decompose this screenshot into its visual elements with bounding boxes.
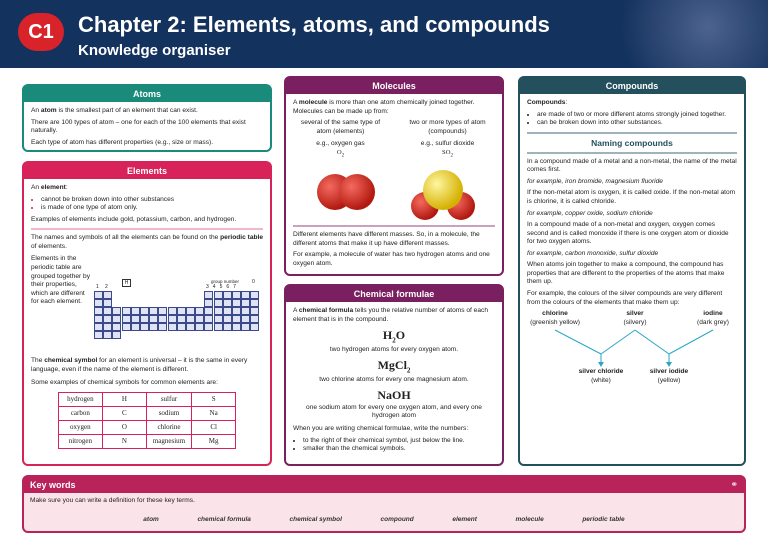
- table-cell: carbon: [58, 406, 102, 420]
- element-bullets: [31, 196, 263, 213]
- element-cell: [223, 299, 232, 307]
- element-cell: [232, 299, 241, 307]
- formulae-panel: [284, 284, 504, 466]
- element-cell: [131, 307, 140, 315]
- element-cell: [250, 323, 259, 331]
- table-cell: N: [102, 434, 146, 448]
- element-cell: [223, 323, 232, 331]
- periodic-table-note: The names and symbols of all the elements can be found on the periodic table of elements.: [31, 234, 264, 250]
- element-cell: [241, 307, 250, 315]
- divider: [527, 152, 737, 154]
- list-item: • to the right of their chemical symbol, just below the line.: [303, 437, 495, 446]
- element-cell: [103, 315, 112, 323]
- table-cell: H: [102, 392, 146, 406]
- group-number-label: group number: [211, 279, 240, 284]
- element-cell: [232, 307, 241, 315]
- formulae-heading: Chemical formulae: [286, 286, 502, 302]
- element-cell: [149, 307, 158, 315]
- element-cell: [250, 299, 259, 307]
- table-cell: magnesium: [146, 434, 191, 448]
- silver-iodide-label: silver iodide (yellow): [649, 368, 689, 384]
- iodine-label: iodine (dark grey): [697, 310, 729, 326]
- element-cell: [94, 299, 103, 307]
- naming-example: for example, carbon monoxide, sulfur dioxide: [527, 249, 659, 257]
- molecules-heading: Molecules: [286, 78, 502, 94]
- element-cell: [241, 299, 250, 307]
- element-cell: [177, 307, 186, 315]
- table-cell: Cl: [192, 420, 236, 434]
- oxygen-atom: [339, 174, 375, 210]
- molecule-definition: A molecule is more than one atom chemically joined together. Molecules can be made up from:: [293, 99, 475, 115]
- keyword: chemical formula: [197, 515, 251, 523]
- element-cell: [223, 291, 232, 299]
- chlorine-label: chlorine (greenish yellow): [530, 310, 580, 326]
- compound-properties: When atoms join together to make a compound, the compound has properties that are different to the properties of the atoms that make them up.: [527, 261, 725, 286]
- sulfur-dioxide-example: e.g., sulfur dioxide $SO_2$: [420, 140, 475, 159]
- table-cell: S: [192, 392, 236, 406]
- element-cell: [195, 307, 204, 315]
- naming-rule: In a compound made of a metal and a non-metal, the name of the metal comes first.: [527, 157, 737, 174]
- element-cell: [241, 315, 250, 323]
- element-cell: [112, 307, 121, 315]
- compounds-heading: Compounds: [520, 78, 744, 94]
- compounds-panel: [518, 76, 746, 466]
- element-cell: [241, 291, 250, 299]
- element-cell: [186, 315, 195, 323]
- element-cell: [214, 299, 223, 307]
- atoms-definition: An atom is the smallest part of an element that can exist.: [31, 107, 198, 114]
- oxygen-example: e.g., oxygen gas $O_2$: [316, 140, 365, 159]
- formula-rules: [293, 437, 495, 454]
- element-cell: [168, 307, 177, 315]
- element-cell: [241, 323, 250, 331]
- divider: [293, 225, 495, 227]
- element-cell: [177, 323, 186, 331]
- element-cell: [140, 323, 149, 331]
- elements-heading: Elements: [24, 163, 270, 179]
- elements-panel: [22, 161, 272, 466]
- grouping-text: Elements in the periodic table are grouped together by their properties, which are different for each element.: [31, 255, 91, 306]
- molecule-type-compounds: two or more types of atom (compounds): [409, 119, 486, 135]
- table-cell: hydrogen: [58, 392, 102, 406]
- chapter-badge: C1: [18, 13, 64, 51]
- divider: [527, 132, 737, 134]
- atoms-panel: [22, 84, 272, 152]
- list-item: • cannot be broken down into other substances: [41, 196, 263, 205]
- element-cell: [131, 323, 140, 331]
- page-header: [0, 0, 768, 68]
- molecules-panel: [284, 76, 504, 276]
- element-cell: [204, 307, 213, 315]
- naming-example: for example, iron bromide, magnesium fluoride: [527, 177, 663, 185]
- naming-compounds-heading: Naming compounds: [591, 137, 673, 148]
- compounds-label: Compounds:: [527, 99, 568, 106]
- element-cell: [158, 307, 167, 315]
- element-cell: [140, 307, 149, 315]
- naming-rule: In a compound made of a non-metal and oxygen, oxygen comes second and is called monoxide if there is one oxygen atom or dioxide for two oxygen atoms.: [527, 221, 729, 246]
- formula-magnesium-chloride: MgCl$_2$: [377, 358, 411, 375]
- element-cell: [140, 315, 149, 323]
- sulfur-atom: [423, 170, 463, 210]
- element-cell: [103, 299, 112, 307]
- molecule-models: [293, 160, 497, 222]
- table-cell: O: [102, 420, 146, 434]
- element-cell: [232, 315, 241, 323]
- hydrogen-cell: H: [122, 279, 131, 287]
- element-cell: [232, 291, 241, 299]
- compounds-bullets: [527, 111, 737, 128]
- table-cell: oxygen: [58, 420, 102, 434]
- table-row: [58, 406, 235, 420]
- group-numbers: 34567: [206, 284, 240, 290]
- formula-water: $H_2O$: [382, 328, 406, 345]
- element-cell: [186, 323, 195, 331]
- list-item: • can be broken down into other substances.: [537, 119, 737, 128]
- table-cell: C: [102, 406, 146, 420]
- table-cell: sodium: [146, 406, 191, 420]
- keyword: element: [452, 515, 477, 523]
- element-cell: [204, 315, 213, 323]
- element-cell: [122, 315, 131, 323]
- table-cell: Mg: [192, 434, 236, 448]
- silver-chloride-label: silver chloride (white): [578, 368, 624, 384]
- atoms-heading: Atoms: [24, 86, 270, 102]
- keyword: atom: [143, 515, 159, 523]
- atoms-types: There are 100 types of atom – one for each of the 100 elements that exist naturally.: [31, 118, 246, 135]
- element-cell: [158, 315, 167, 323]
- element-cell: [168, 323, 177, 331]
- keywords-list: [24, 516, 744, 524]
- element-cell: [131, 315, 140, 323]
- element-cell: [112, 315, 121, 323]
- element-cell: [94, 291, 103, 299]
- list-item: • smaller than the chemical symbols.: [303, 445, 495, 454]
- reaction-arrows: [527, 328, 741, 368]
- atoms-properties: Each type of atom has different properties (e.g., size or mass).: [31, 138, 214, 146]
- periodic-table-diagram: [94, 279, 264, 349]
- naming-rule: If the non-metal atom is oxygen, it is called oxide. If the non-metal atom is chlorine, it is called chloride.: [527, 189, 736, 205]
- keyword: periodic table: [582, 515, 625, 523]
- page-title: Chapter 2: Elements, atoms, and compounds: [78, 12, 550, 37]
- element-cell: [112, 323, 121, 331]
- element-cell: [250, 315, 259, 323]
- keywords-heading: Key words: [24, 477, 744, 493]
- element-cell: [103, 331, 112, 339]
- element-cell: [168, 315, 177, 323]
- group-one-label: 1: [96, 284, 99, 290]
- table-row: [58, 392, 235, 406]
- silver-example-intro: For example, the colours of the silver compounds are very different from the colours of the elements that make them up:: [527, 290, 723, 306]
- element-cell: [204, 299, 213, 307]
- element-cell: [204, 323, 213, 331]
- element-cell: [103, 291, 112, 299]
- element-cell: [103, 323, 112, 331]
- element-cell: [112, 331, 121, 339]
- table-row: [58, 420, 235, 434]
- element-cell: [149, 323, 158, 331]
- element-cell: [177, 315, 186, 323]
- page-subtitle: Knowledge organiser: [78, 42, 231, 59]
- element-cell: [223, 315, 232, 323]
- silver-compounds-diagram: [527, 310, 737, 388]
- link-icon: ⚭: [730, 479, 738, 489]
- group-zero-label: 0: [252, 279, 255, 285]
- keywords-instruction: Make sure you can write a definition for these key terms.: [30, 497, 195, 504]
- keyword: molecule: [515, 515, 544, 523]
- table-cell: Na: [192, 406, 236, 420]
- divider: [31, 228, 263, 230]
- element-examples: Examples of elements include gold, potassium, carbon, and hydrogen.: [31, 215, 237, 223]
- universal-symbol-text: The chemical symbol for an element is universal – it is the same in every language, even if the name of the element is different.: [31, 357, 248, 373]
- element-cell: [250, 291, 259, 299]
- molecule-type-elements: several of the same type of atom (elements): [300, 119, 381, 135]
- element-cell: [223, 307, 232, 315]
- symbols-table: [58, 392, 236, 449]
- formula-rules-intro: When you are writing chemical formulae, write the numbers:: [293, 424, 469, 432]
- table-cell: sulfur: [146, 392, 191, 406]
- water-example: For example, a molecule of water has two hydrogen atoms and one oxygen atom.: [293, 251, 490, 267]
- formula-water-desc: two hydrogen atoms for every oxygen atom.: [329, 345, 459, 353]
- element-cell: [250, 307, 259, 315]
- element-cell: [214, 291, 223, 299]
- keyword: chemical symbol: [289, 515, 342, 523]
- element-cell: [186, 307, 195, 315]
- formula-sodium-hydroxide-desc: one sodium atom for every one oxygen atom, and every one hydrogen atom: [306, 403, 482, 420]
- formula-sodium-hydroxide: NaOH: [377, 388, 411, 403]
- formula-magnesium-chloride-desc: two chlorine atoms for every one magnesium atom.: [319, 375, 469, 383]
- molecule-masses: Different elements have different masses. So, in a molecule, the different atoms that make it up have different masses.: [293, 231, 480, 247]
- table-cell: chlorine: [146, 420, 191, 434]
- symbols-intro: Some examples of chemical symbols for common elements are:: [31, 379, 218, 387]
- element-cell: [195, 323, 204, 331]
- element-intro: An element:: [31, 184, 68, 191]
- element-cell: [158, 323, 167, 331]
- table-row: [58, 434, 235, 448]
- list-item: • are made of two or more different atoms strongly joined together.: [537, 111, 737, 120]
- keywords-panel: [22, 475, 746, 533]
- formula-definition: A chemical formula tells you the relative number of atoms of each element that is in the compound.: [293, 307, 488, 323]
- element-cell: [214, 315, 223, 323]
- element-cell: [204, 291, 213, 299]
- keyword: compound: [380, 515, 414, 523]
- list-item: • is made of one type of atom only.: [41, 204, 263, 213]
- element-cell: [122, 307, 131, 315]
- element-cell: [214, 307, 223, 315]
- group-two-label: 2: [105, 284, 108, 290]
- naming-example: for example, copper oxide, sodium chloride: [527, 209, 653, 217]
- element-cell: [149, 315, 158, 323]
- element-cell: [103, 307, 112, 315]
- element-cell: [122, 323, 131, 331]
- header-decoration: [568, 0, 768, 68]
- element-cell: [94, 307, 103, 315]
- element-cell: [94, 323, 103, 331]
- element-cell: [232, 323, 241, 331]
- element-cell: [195, 315, 204, 323]
- element-cell: [94, 331, 103, 339]
- table-cell: nitrogen: [58, 434, 102, 448]
- silver-label: silver (silvery): [623, 310, 647, 326]
- element-cell: [94, 315, 103, 323]
- element-cell: [214, 323, 223, 331]
